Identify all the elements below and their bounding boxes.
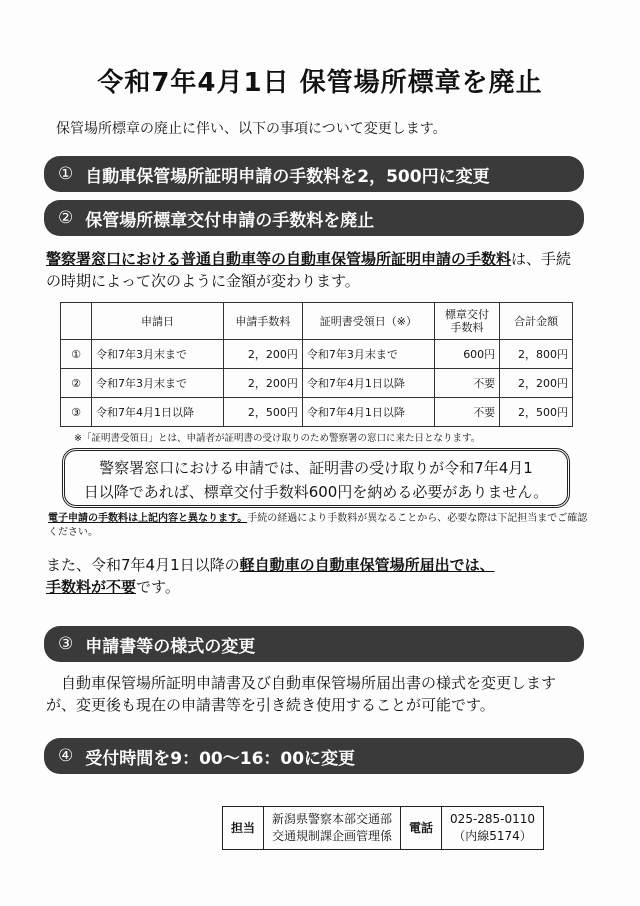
cell-total: 2，200円 (500, 369, 573, 398)
cell-total: 2，500円 (500, 398, 573, 427)
table-header-row (61, 303, 573, 340)
cell-apply-date: 令和7年3月末まで (92, 340, 224, 369)
cell-apply-fee: 2，500円 (223, 398, 302, 427)
contact-phone-ext: （内線5174） (453, 829, 532, 843)
cell-receipt-date: 令和7年4月1日以降 (302, 398, 434, 427)
contact-phone (442, 807, 544, 850)
page-title: 令和7年4月1日 保管場所標章を廃止 (97, 68, 543, 98)
electronic-note-rest: 手続の経過により手数料が異なることから、必要な際は下記担当までご確認ください。 (48, 513, 588, 538)
callout-box (62, 448, 570, 508)
cell-sticker-fee: 600円 (434, 340, 499, 369)
row-number: ① (61, 340, 92, 369)
contact-org-line: 新潟県警察本部交通部 (272, 812, 393, 826)
header-cell: 証明書受領日（※） (302, 303, 434, 340)
cell-apply-date: 令和7年3月末まで (92, 369, 224, 398)
contact-org-line: 交通規制課企画管理係 (272, 829, 393, 843)
electronic-note (48, 512, 593, 540)
light-car-note (46, 554, 586, 598)
section-1-bar (44, 156, 584, 192)
table-row (61, 398, 573, 427)
header-cell (61, 303, 92, 340)
section-number: ③ (58, 634, 74, 654)
fee-intro (46, 248, 586, 292)
form-change-text: 自動車保管場所証明申請書及び自動車保管場所届出書の様式を変更しますが、変更後も現在の申請書等を引き続き使用することが可能です。 (46, 674, 557, 714)
callout-line: 日以降であれば、標章交付手数料600円を納める必要がありません。 (83, 483, 549, 501)
intro-text: 保管場所標章の廃止に伴い、以下の事項について変更します。 (56, 121, 447, 137)
fee-table (60, 302, 573, 427)
section-3-bar (44, 626, 584, 662)
table-row (61, 369, 573, 398)
section-title: 申請書等の様式の変更 (85, 636, 256, 657)
row-number: ③ (61, 398, 92, 427)
contact-box (222, 806, 544, 850)
contact-org (264, 807, 401, 850)
cell-sticker-fee: 不要 (434, 398, 499, 427)
row-number: ② (61, 369, 92, 398)
table-note: ※「証明書受領日」とは、申請者が証明書の受け取りのため警察署の窓口に来た日となります。 (74, 433, 481, 444)
contact-person-label: 担当 (223, 807, 264, 850)
section-title: 保管場所標章交付申請の手数料を廃止 (85, 210, 375, 231)
section-title: 受付時間を9：00～16：00に変更 (85, 748, 356, 769)
contact-phone-label: 電話 (401, 807, 442, 850)
cell-total: 2，800円 (500, 340, 573, 369)
electronic-note-emphasis: 電子申請の手数料は上記内容と異なります。 (48, 513, 248, 524)
section-title: 自動車保管場所証明申請の手数料を2，500円に変更 (85, 166, 490, 187)
section-number: ① (58, 164, 74, 184)
light-car-pre: また、令和7年4月1日以降の (46, 556, 240, 574)
light-car-emphasis-2: 手数料が不要 (46, 578, 137, 596)
section-4-bar (44, 738, 584, 774)
table-row (61, 340, 573, 369)
cell-receipt-date: 令和7年3月末まで (302, 340, 434, 369)
cell-apply-date: 令和7年4月1日以降 (92, 398, 224, 427)
section-2-bar (44, 200, 584, 236)
header-cell: 申請日 (92, 303, 224, 340)
header-cell: 標章交付 手数料 (434, 303, 499, 340)
fee-intro-emphasis: 警察署窓口における普通自動車等の自動車保管場所証明申請の手数料 (46, 250, 512, 268)
contact-phone-number: 025-285-0110 (450, 812, 536, 826)
section-number: ② (58, 208, 74, 228)
cell-sticker-fee: 不要 (434, 369, 499, 398)
light-car-post: です。 (136, 578, 180, 596)
cell-apply-fee: 2，200円 (223, 369, 302, 398)
header-cell: 申請手数料 (223, 303, 302, 340)
fee-intro-rest: は、手続の時期によって次のように金額が変わります。 (46, 250, 572, 290)
header-cell: 合計金額 (500, 303, 573, 340)
light-car-emphasis: 軽自動車の自動車保管場所届出では、 (239, 556, 495, 574)
cell-receipt-date: 令和7年4月1日以降 (302, 369, 434, 398)
section-number: ④ (58, 746, 74, 766)
cell-apply-fee: 2，200円 (223, 340, 302, 369)
callout-line: 警察署窓口における申請では、証明書の受け取りが令和7年4月1 (99, 459, 533, 477)
